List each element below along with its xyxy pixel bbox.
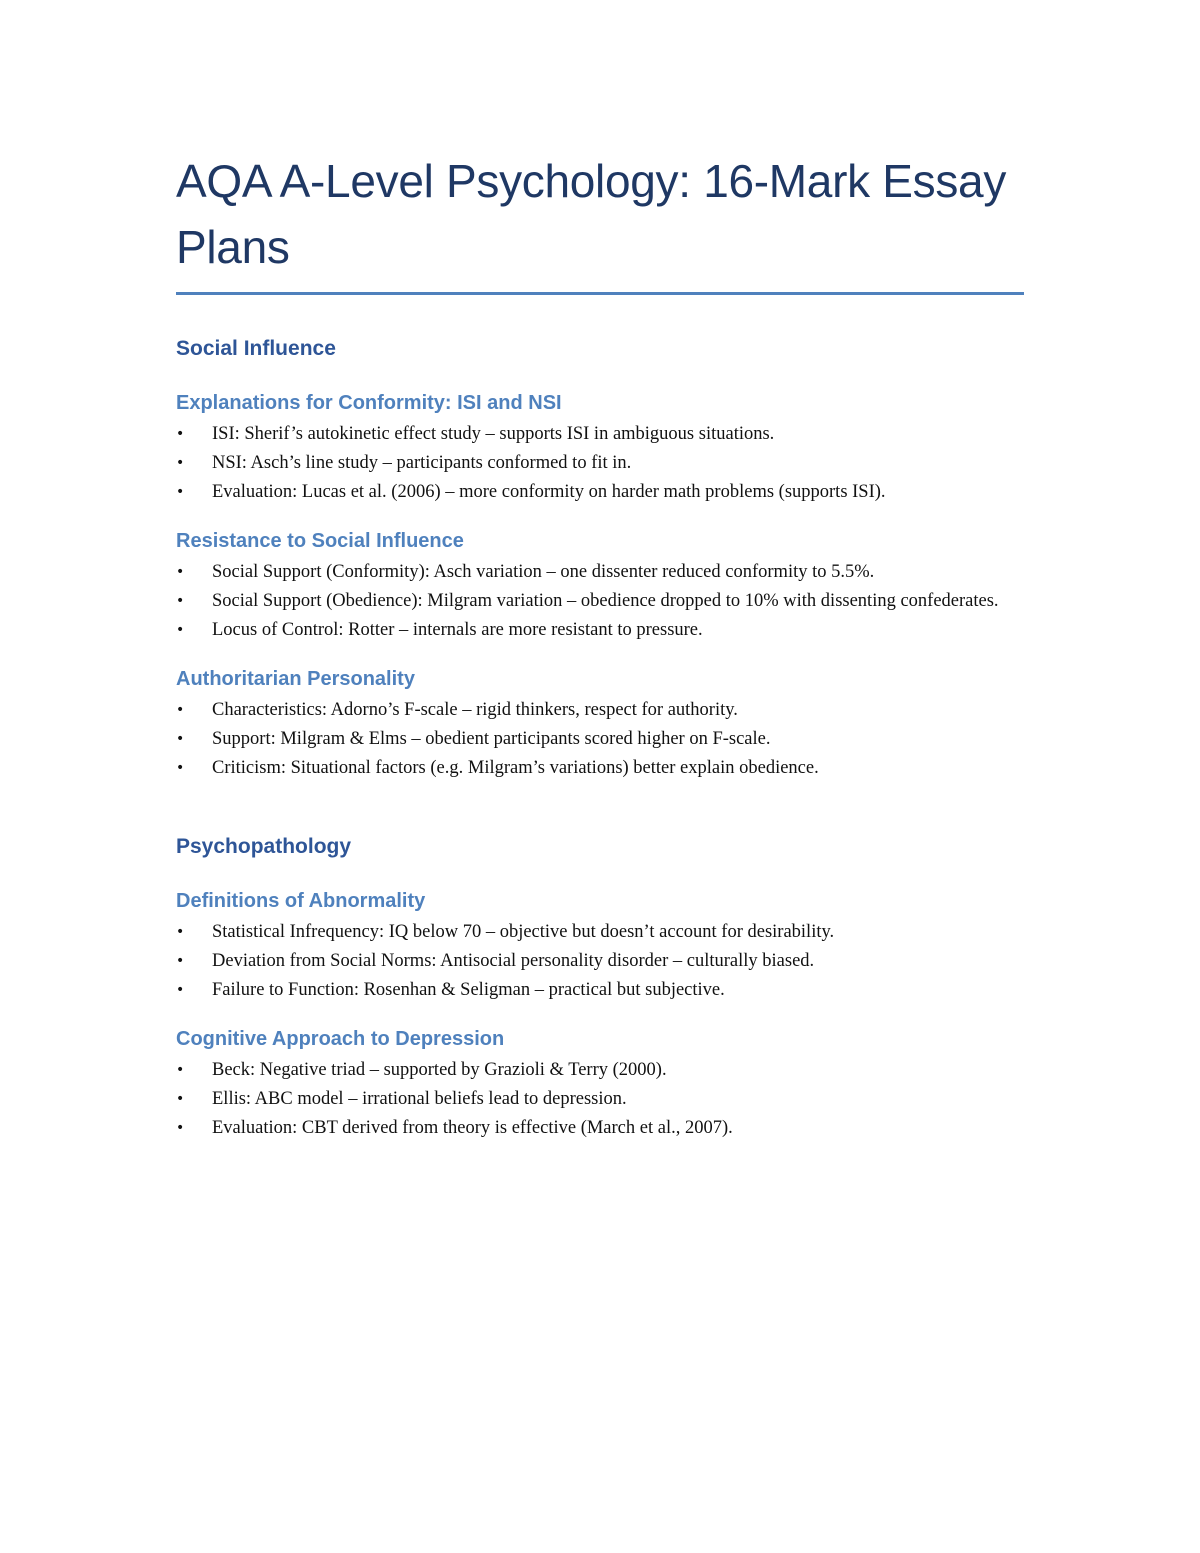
- list-item-text: Social Support (Obedience): Milgram variation – obedience dropped to 10% with dissenting confederates.: [212, 591, 999, 611]
- page-title: AQA A-Level Psychology: 16-Mark Essay Plans: [176, 155, 1007, 273]
- list-item: [176, 1085, 1024, 1114]
- list-item-text: NSI: Asch’s line study – participants conformed to fit in.: [212, 453, 632, 473]
- bullet-icon: •: [176, 702, 185, 718]
- bullet-icon: •: [176, 1091, 185, 1107]
- bullet-list: [176, 420, 1024, 507]
- list-item: [176, 420, 1024, 449]
- bullet-icon: •: [176, 760, 185, 776]
- list-item: [176, 558, 1024, 587]
- list-item-text: Evaluation: Lucas et al. (2006) – more conformity on harder math problems (supports ISI).: [212, 482, 886, 502]
- title-underline: [176, 292, 1024, 295]
- list-item-text: Support: Milgram & Elms – obedient participants scored higher on F-scale.: [212, 729, 771, 749]
- bullet-icon: •: [176, 622, 185, 638]
- bullet-icon: •: [176, 484, 185, 500]
- list-item: [176, 725, 1024, 754]
- bullet-list: [176, 918, 1024, 1005]
- list-item: [176, 449, 1024, 478]
- bullet-list: [176, 696, 1024, 783]
- subheading-authoritarian-personality: Authoritarian Personality: [176, 668, 415, 690]
- list-item-text: Locus of Control: Rotter – internals are more resistant to pressure.: [212, 620, 703, 640]
- section-heading-psychopathology: Psychopathology: [176, 835, 352, 858]
- bullet-icon: •: [176, 1062, 185, 1078]
- bullet-icon: •: [176, 924, 185, 940]
- section-heading-social-influence: Social Influence: [176, 337, 336, 360]
- bullet-icon: •: [176, 982, 185, 998]
- list-item-text: Characteristics: Adorno’s F-scale – rigid thinkers, respect for authority.: [212, 700, 738, 720]
- list-item: [176, 587, 1024, 616]
- list-item: [176, 918, 1024, 947]
- list-item-text: ISI: Sherif’s autokinetic effect study – supports ISI in ambiguous situations.: [212, 424, 775, 444]
- list-item: [176, 976, 1024, 1005]
- subheading-resistance-to-social-influence: Resistance to Social Influence: [176, 530, 464, 552]
- subheading-explanations-for-conformity: Explanations for Conformity: ISI and NSI: [176, 392, 562, 414]
- list-item-text: Beck: Negative triad – supported by Grazioli & Terry (2000).: [212, 1060, 667, 1080]
- list-item: [176, 478, 1024, 507]
- list-item-text: Ellis: ABC model – irrational beliefs lead to depression.: [212, 1089, 627, 1109]
- list-item: [176, 1056, 1024, 1085]
- bullet-icon: •: [176, 953, 185, 969]
- bullet-icon: •: [176, 426, 185, 442]
- bullet-icon: •: [176, 1120, 185, 1136]
- document-page: [176, 148, 1024, 1143]
- list-item: [176, 947, 1024, 976]
- bullet-list: [176, 558, 1024, 645]
- list-item-text: Social Support (Conformity): Asch variation – one dissenter reduced conformity to 5.5%.: [212, 562, 875, 582]
- subheading-definitions-of-abnormality: Definitions of Abnormality: [176, 890, 426, 912]
- list-item: [176, 696, 1024, 725]
- list-item-text: Failure to Function: Rosenhan & Seligman – practical but subjective.: [212, 980, 725, 1000]
- list-item-text: Statistical Infrequency: IQ below 70 – objective but doesn’t account for desirability.: [212, 922, 835, 942]
- bullet-icon: •: [176, 593, 185, 609]
- bullet-icon: •: [176, 564, 185, 580]
- bullet-icon: •: [176, 455, 185, 471]
- list-item: [176, 616, 1024, 645]
- subheading-cognitive-approach-to-depression: Cognitive Approach to Depression: [176, 1028, 505, 1050]
- list-item-text: Evaluation: CBT derived from theory is effective (March et al., 2007).: [212, 1118, 733, 1138]
- bullet-icon: •: [176, 731, 185, 747]
- list-item: [176, 1114, 1024, 1143]
- list-item-text: Criticism: Situational factors (e.g. Milgram’s variations) better explain obedience.: [212, 758, 819, 778]
- list-item-text: Deviation from Social Norms: Antisocial personality disorder – culturally biased.: [212, 951, 815, 971]
- list-item: [176, 754, 1024, 783]
- bullet-list: [176, 1056, 1024, 1143]
